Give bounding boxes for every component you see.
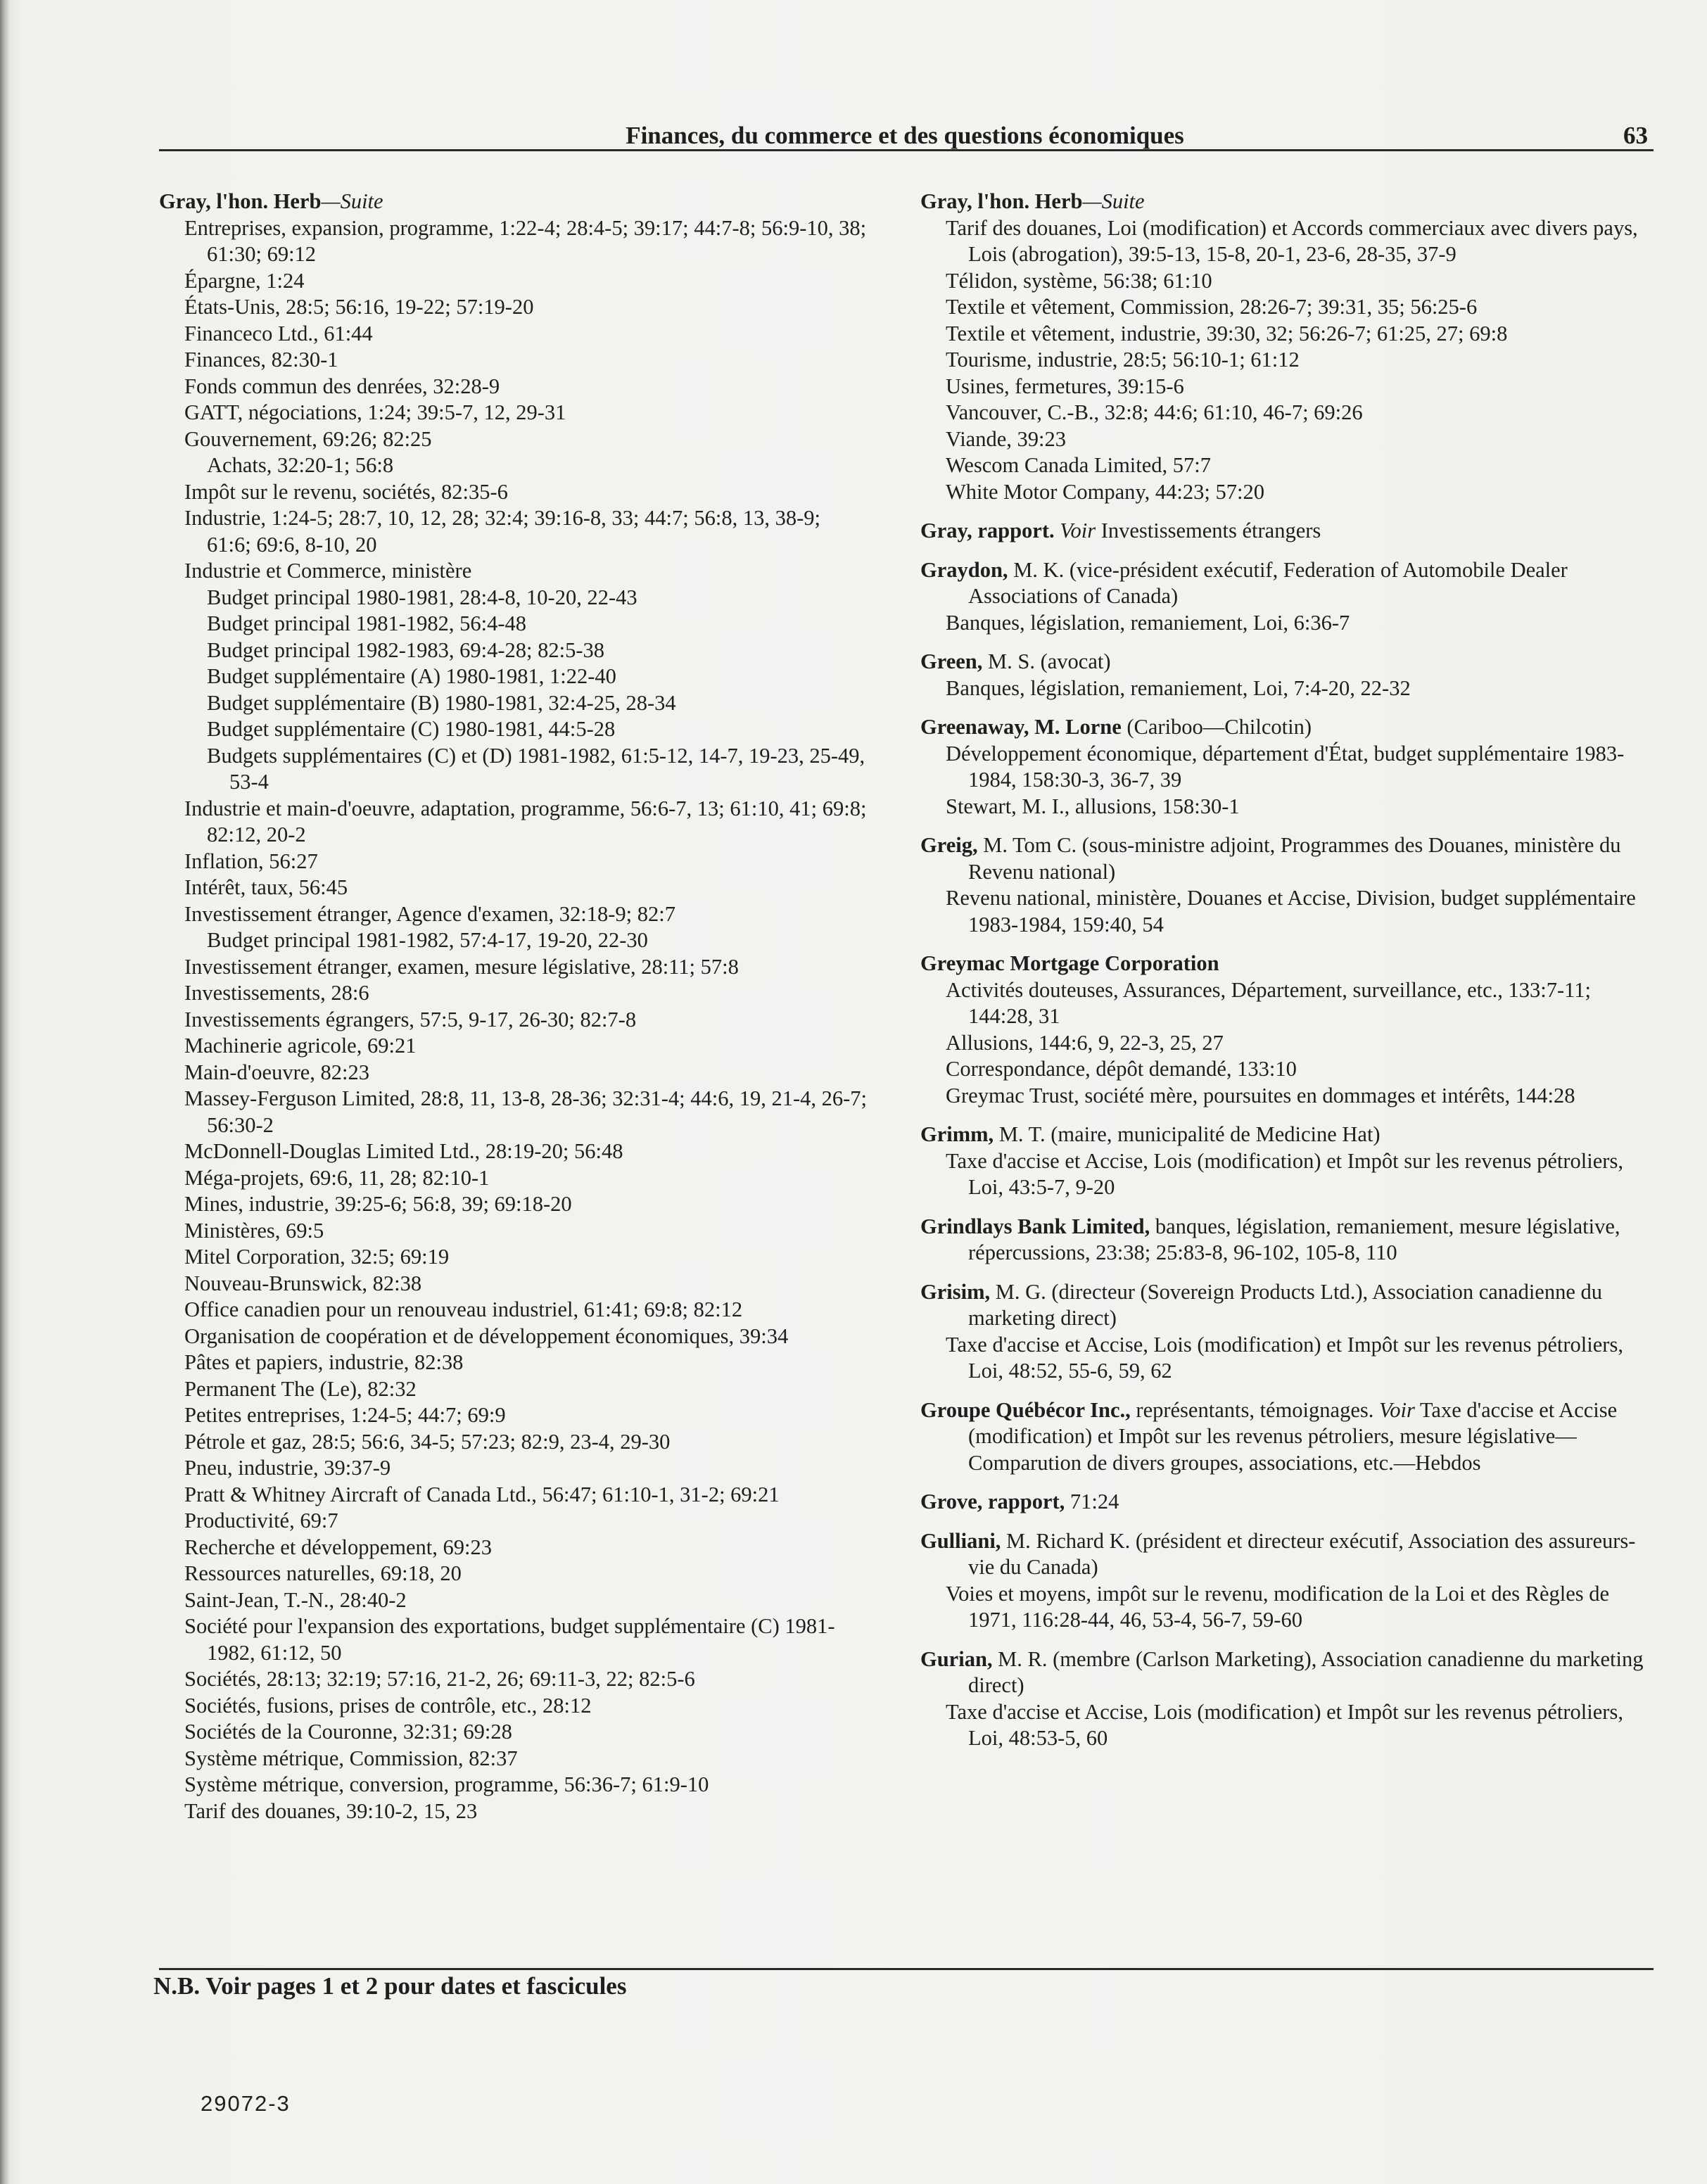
index-subentry: Voies et moyens, impôt sur le revenu, modification de la Loi et des Règles de 1971, 116:28-44, 46, 53-4, 56-7, 59-60 bbox=[946, 1581, 1610, 1632]
index-entry-heading bbox=[920, 1122, 1656, 1148]
index-entry-heading bbox=[920, 1528, 1656, 1581]
index-subentry: Taxe d'accise et Accise, Lois (modification) et Impôt sur les revenus pétroliers, Loi, 43:5-7, 9-20 bbox=[946, 1148, 1623, 1199]
index-entry-heading bbox=[920, 518, 1656, 545]
index-subentry: GATT, négociations, 1:24; 39:5-7, 12, 29-31 bbox=[184, 400, 566, 424]
index-entry-heading bbox=[920, 832, 1656, 885]
index-subentry: Tourisme, industrie, 28:5; 56:10-1; 61:12 bbox=[946, 348, 1300, 372]
index-subentry: Viande, 39:23 bbox=[946, 426, 1066, 451]
page-title: Finances, du commerce et des questions économiques bbox=[626, 122, 1184, 149]
entry-text: (Cariboo—Chilcotin) bbox=[1127, 715, 1312, 739]
index-entry-heading bbox=[920, 1279, 1656, 1332]
index-subsubentry: Budget supplémentaire (C) 1980-1981, 44:5-28 bbox=[207, 717, 616, 741]
entry-text: M. Richard K. (président et directeur exécutif, Association des assureurs-vie du Canada) bbox=[968, 1528, 1636, 1579]
index-entry-heading bbox=[920, 1646, 1656, 1699]
index-subentry: Industrie et main-d'oeuvre, adaptation, programme, 56:6-7, 13; 61:10, 41; 69:8; 82:12, 20-2 bbox=[184, 796, 867, 846]
index-subentry: Permanent The (Le), 82:32 bbox=[184, 1376, 417, 1401]
entry-name: Gurian, bbox=[920, 1646, 993, 1671]
entry-text: Investissements étrangers bbox=[1100, 519, 1321, 542]
index-subentry: Organisation de coopération et de développement économiques, 39:34 bbox=[184, 1323, 789, 1348]
entry-text-continued: Taxe d'accise et Accise (modification) et Impôt sur les revenus pétroliers, mesure législative—Comparution de divers groupes, associations, etc.—Hebdos bbox=[968, 1397, 1618, 1475]
index-subentry: Sociétés, 28:13; 32:19; 57:16, 21-2, 26; 69:11-3, 22; 82:5-6 bbox=[184, 1667, 695, 1691]
index-subentry: Saint-Jean, T.-N., 28:40-2 bbox=[184, 1587, 407, 1612]
index-subentry: Télidon, système, 56:38; 61:10 bbox=[946, 268, 1212, 293]
entry-name: Greymac Mortgage Corporation bbox=[920, 951, 1219, 975]
index-subentry: Taxe d'accise et Accise, Lois (modification) et Impôt sur les revenus pétroliers, Loi, 48:53-5, 60 bbox=[946, 1699, 1623, 1750]
entry-name: Gray, l'hon. Herb bbox=[920, 189, 1083, 213]
index-subentry: Impôt sur le revenu, sociétés, 82:35-6 bbox=[184, 479, 508, 504]
entry-text: M. K. (vice-président exécutif, Federation of Automobile Dealer Associations of Canada) bbox=[968, 557, 1568, 608]
index-subentry: Investissement étranger, Agence d'examen, 32:18-9; 82:7 bbox=[184, 901, 675, 926]
index-subentry: Finances, 82:30-1 bbox=[184, 348, 338, 372]
index-subentry: Petites entreprises, 1:24-5; 44:7; 69:9 bbox=[184, 1403, 506, 1427]
index-subentry: Correspondance, dépôt demandé, 133:10 bbox=[946, 1057, 1297, 1081]
index-subentry: Fonds commun des denrées, 32:28-9 bbox=[184, 374, 500, 398]
index-subentry: Industrie et Commerce, ministère bbox=[184, 559, 472, 583]
index-subsubentry: Budget principal 1981-1982, 57:4-17, 19-20, 22-30 bbox=[207, 928, 648, 952]
index-subentry: Pratt & Whitney Aircraft of Canada Ltd., 56:47; 61:10-1, 31-2; 69:21 bbox=[184, 1482, 780, 1506]
index-subentry: Financeco Ltd., 61:44 bbox=[184, 321, 373, 345]
entry-suite: —Suite bbox=[1082, 189, 1145, 213]
index-subentry: Greymac Trust, société mère, poursuites en dommages et intérêts, 144:28 bbox=[946, 1083, 1575, 1107]
index-subentry: Productivité, 69:7 bbox=[184, 1509, 338, 1532]
index-subentry: Sociétés, fusions, prises de contrôle, etc., 28:12 bbox=[184, 1693, 592, 1718]
index-entry-heading bbox=[920, 714, 1656, 741]
entry-text: M. T. (maire, municipalité de Medicine Hat) bbox=[998, 1122, 1381, 1146]
entry-name: Gulliani, bbox=[920, 1528, 1001, 1553]
entry-text: M. Tom C. (sous-ministre adjoint, Programmes des Douanes, ministère du Revenu national) bbox=[968, 833, 1621, 884]
index-subentry: Méga-projets, 69:6, 11, 28; 82:10-1 bbox=[184, 1165, 490, 1190]
footer-divider bbox=[159, 1968, 1654, 1970]
index-subentry: Mines, industrie, 39:25-6; 56:8, 39; 69:18-20 bbox=[184, 1192, 572, 1216]
running-header bbox=[159, 116, 1651, 151]
see-reference: Voir bbox=[1378, 1397, 1415, 1422]
index-entry-heading bbox=[920, 649, 1656, 675]
index-column-left bbox=[159, 189, 870, 1824]
index-subentry: White Motor Company, 44:23; 57:20 bbox=[946, 479, 1264, 504]
entry-name: Green, bbox=[920, 649, 983, 673]
index-entry-heading bbox=[920, 189, 1656, 215]
header-divider bbox=[159, 149, 1654, 151]
index-subentry: Investissements égrangers, 57:5, 9-17, 26-30; 82:7-8 bbox=[184, 1007, 637, 1031]
index-subentry: Textile et vêtement, Commission, 28:26-7; 39:31, 35; 56:25-6 bbox=[946, 295, 1478, 319]
index-subentry: Mitel Corporation, 32:5; 69:19 bbox=[184, 1245, 450, 1269]
index-subentry: Nouveau-Brunswick, 82:38 bbox=[184, 1271, 422, 1295]
index-subentry: Gouvernement, 69:26; 82:25 bbox=[184, 426, 432, 451]
entry-text: M. R. (membre (Carlson Marketing), Association canadienne du marketing direct) bbox=[968, 1646, 1644, 1697]
index-subentry: Intérêt, taux, 56:45 bbox=[184, 875, 348, 899]
index-subentry: Investissements, 28:6 bbox=[184, 981, 369, 1005]
index-subentry: Banques, législation, remaniement, Loi, 6:36-7 bbox=[946, 610, 1350, 635]
index-subentry: Activités douteuses, Assurances, Département, surveillance, etc., 133:7-11; 144:28, 31 bbox=[946, 977, 1591, 1028]
index-subentry: Industrie, 1:24-5; 28:7, 10, 12, 28; 32:4; 39:16-8, 33; 44:7; 56:8, 13, 38-9; 61:6; 69:6, 8-10, 20 bbox=[184, 506, 820, 557]
index-subentry: Wescom Canada Limited, 57:7 bbox=[946, 453, 1212, 477]
entry-name: Greig, bbox=[920, 833, 978, 857]
index-entry-heading bbox=[920, 1397, 1656, 1477]
entry-text: représentants, témoignages. bbox=[1136, 1397, 1374, 1422]
entry-name: Grisim, bbox=[920, 1279, 991, 1304]
index-subentry: Recherche et développement, 69:23 bbox=[184, 1535, 492, 1559]
entry-suite: —Suite bbox=[321, 189, 383, 213]
index-subsubentry: Budgets supplémentaires (C) et (D) 1981-1982, 61:5-12, 14-7, 19-23, 25-49, 53-4 bbox=[207, 743, 865, 794]
index-subentry: Sociétés de la Couronne, 32:31; 69:28 bbox=[184, 1720, 512, 1744]
footer-note: N.B. Voir pages 1 et 2 pour dates et fascicules bbox=[153, 1972, 627, 2000]
index-subentry: Épargne, 1:24 bbox=[184, 268, 305, 293]
index-subentry: Investissement étranger, examen, mesure législative, 28:11; 57:8 bbox=[184, 954, 739, 979]
index-entry-heading bbox=[920, 951, 1656, 977]
page-number: 63 bbox=[1623, 122, 1648, 149]
index-subsubentry: Budget principal 1980-1981, 28:4-8, 10-20, 22-43 bbox=[207, 585, 637, 609]
index-subentry: Usines, fermetures, 39:15-6 bbox=[946, 374, 1184, 398]
index-subentry: Tarif des douanes, Loi (modification) et Accords commerciaux avec divers pays, Lois (abrogation), 39:5-13, 15-8, 20-1, 23-6, 28-35, 37-9 bbox=[946, 215, 1638, 266]
index-subentry: Société pour l'expansion des exportations, budget supplémentaire (C) 1981-1982, 61:12, 50 bbox=[184, 1614, 835, 1665]
index-subsubentry: Budget supplémentaire (B) 1980-1981, 32:4-25, 28-34 bbox=[207, 690, 676, 715]
index-subentry: Allusions, 144:6, 9, 22-3, 25, 27 bbox=[946, 1030, 1224, 1055]
index-subentry: Développement économique, département d'État, budget supplémentaire 1983-1984, 158:30-3, 36-7, 39 bbox=[946, 741, 1625, 792]
index-subentry: Stewart, M. I., allusions, 158:30-1 bbox=[946, 794, 1240, 818]
index-subentry: Office canadien pour un renouveau industriel, 61:41; 69:8; 82:12 bbox=[184, 1297, 743, 1321]
index-subentry: Revenu national, ministère, Douanes et Accise, Division, budget supplémentaire 1983-1984, 159:40, 54 bbox=[946, 886, 1636, 937]
index-subentry: Pâtes et papiers, industrie, 82:38 bbox=[184, 1350, 464, 1374]
index-column-right bbox=[920, 189, 1656, 1752]
entry-name: Greenaway, M. Lorne bbox=[920, 715, 1122, 739]
entry-name: Gray, rapport. bbox=[920, 519, 1055, 542]
index-subentry: Ministères, 69:5 bbox=[184, 1218, 324, 1243]
entry-name: Grimm, bbox=[920, 1122, 994, 1146]
entry-name: Gray, l'hon. Herb bbox=[159, 189, 322, 213]
index-subsubentry: Budget principal 1981-1982, 56:4-48 bbox=[207, 611, 527, 635]
index-entry-heading bbox=[920, 557, 1656, 610]
index-subentry: Système métrique, conversion, programme, 56:36-7; 61:9-10 bbox=[184, 1772, 709, 1796]
index-subsubentry: Budget supplémentaire (A) 1980-1981, 1:22-40 bbox=[207, 664, 616, 688]
index-subentry: Main-d'oeuvre, 82:23 bbox=[184, 1060, 369, 1084]
index-entry-heading bbox=[920, 1214, 1656, 1266]
entry-text: banques, législation, remaniement, mesure législative, répercussions, 23:38; 25:83-8, 96-102, 105-8, 110 bbox=[968, 1214, 1620, 1264]
index-subentry: Machinerie agricole, 69:21 bbox=[184, 1034, 417, 1058]
index-subentry: Massey-Ferguson Limited, 28:8, 11, 13-8, 28-36; 32:31-4; 44:6, 19, 21-4, 26-7; 56:30-2 bbox=[184, 1086, 867, 1137]
see-reference: Voir bbox=[1060, 519, 1096, 542]
index-subentry: Entreprises, expansion, programme, 1:22-4; 28:4-5; 39:17; 44:7-8; 56:9-10, 38; 61:30; 69:12 bbox=[184, 215, 867, 266]
entry-name: Graydon, bbox=[920, 557, 1008, 582]
page-code: 29072-3 bbox=[201, 2091, 291, 2116]
index-subentry: Taxe d'accise et Accise, Lois (modification) et Impôt sur les revenus pétroliers, Loi, 48:52, 55-6, 59, 62 bbox=[946, 1332, 1623, 1383]
index-subentry: Banques, législation, remaniement, Loi, 7:4-20, 22-32 bbox=[946, 675, 1411, 700]
index-subentry: Pneu, industrie, 39:37-9 bbox=[184, 1456, 391, 1480]
index-subentry: Vancouver, C.-B., 32:8; 44:6; 61:10, 46-7; 69:26 bbox=[946, 400, 1363, 424]
index-entry-heading bbox=[159, 189, 870, 215]
index-entry-heading bbox=[920, 1489, 1656, 1516]
index-subsubentry: Budget principal 1982-1983, 69:4-28; 82:5-38 bbox=[207, 637, 605, 662]
index-subentry: Tarif des douanes, 39:10-2, 15, 23 bbox=[184, 1798, 478, 1823]
entry-text: M. S. (avocat) bbox=[988, 649, 1111, 673]
entry-name: Groupe Québécor Inc., bbox=[920, 1397, 1131, 1422]
index-subentry: Ressources naturelles, 69:18, 20 bbox=[184, 1561, 462, 1585]
index-subentry: McDonnell-Douglas Limited Ltd., 28:19-20; 56:48 bbox=[184, 1139, 623, 1163]
entry-text: 71:24 bbox=[1070, 1490, 1119, 1513]
entry-name: Grindlays Bank Limited, bbox=[920, 1214, 1150, 1238]
index-subsubentry: Achats, 32:20-1; 56:8 bbox=[207, 453, 394, 477]
index-subentry: Pétrole et gaz, 28:5; 56:6, 34-5; 57:23; 82:9, 23-4, 29-30 bbox=[184, 1429, 671, 1454]
index-subentry: Textile et vêtement, industrie, 39:30, 32; 56:26-7; 61:25, 27; 69:8 bbox=[946, 321, 1508, 345]
index-subentry: États-Unis, 28:5; 56:16, 19-22; 57:19-20 bbox=[184, 295, 534, 319]
entry-text: M. G. (directeur (Sovereign Products Ltd.), Association canadienne du marketing direct) bbox=[968, 1279, 1603, 1330]
entry-name: Grove, rapport, bbox=[920, 1490, 1065, 1513]
index-subentry: Inflation, 56:27 bbox=[184, 849, 318, 873]
index-subentry: Système métrique, Commission, 82:37 bbox=[184, 1746, 518, 1770]
